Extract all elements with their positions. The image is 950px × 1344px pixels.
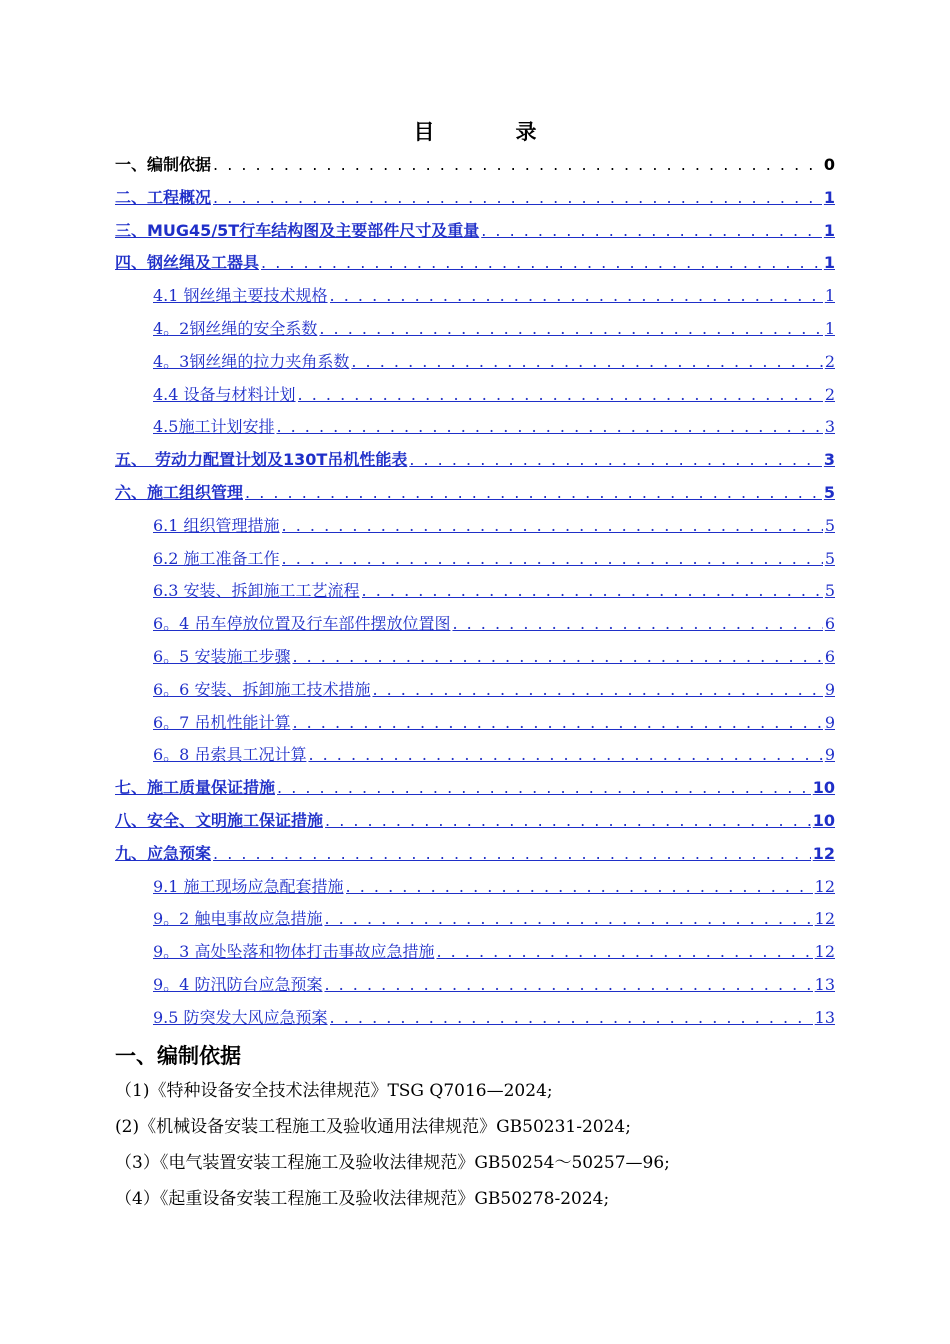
toc-entry-text: 6。6 安装、拆卸施工技术措施: [153, 679, 371, 699]
toc-entry[interactable]: [153, 711, 835, 735]
toc-page-number: 5: [824, 548, 835, 568]
toc-entry-text: 6。4 吊车停放位置及行车部件摆放位置图: [153, 614, 451, 634]
toc-entry-text: 4.1 钢丝绳主要技术规格: [153, 286, 328, 306]
toc-leader-dots: [324, 973, 812, 997]
toc-leader-dots: [319, 317, 822, 341]
toc-page-number: 12: [812, 843, 835, 863]
toc-entry[interactable]: [153, 579, 835, 603]
toc-leader-dots: [213, 153, 822, 177]
toc-entry[interactable]: [115, 448, 835, 472]
toc-page-number: 12: [814, 909, 835, 929]
toc-entry[interactable]: [115, 186, 835, 210]
toc-entry-text: 9。4 防汛防台应急预案: [153, 975, 323, 994]
toc-entry-text: 八、安全、文明施工保证措施: [115, 811, 324, 830]
toc-entry[interactable]: [153, 907, 835, 931]
toc-entry[interactable]: [115, 809, 835, 833]
toc-page-number: 3: [824, 417, 835, 437]
toc-leader-dots: [276, 415, 822, 439]
toc-leader-dots: [330, 284, 823, 308]
toc-page-number: 0: [823, 155, 835, 174]
reference-item-4: （4）《起重设备安装工程施工及验收法律规范》GB50278-2024;: [115, 1189, 610, 1209]
toc-page-number: 1: [823, 220, 835, 240]
toc-leader-dots: [308, 743, 822, 767]
section-heading: 一、编制依据: [115, 1044, 241, 1068]
toc-page-number: 1: [823, 253, 835, 273]
toc-entry-text: 三、MUG45/5T行车结构图及主要部件尺寸及重量: [115, 220, 480, 240]
toc-entry[interactable]: [153, 284, 835, 308]
toc-leader-dots: [346, 875, 813, 899]
toc-page-number: 2: [824, 384, 835, 404]
toc-entry[interactable]: [153, 514, 835, 538]
toc-entry-text: 4。2钢丝绳的安全系数: [153, 319, 318, 338]
toc-leader-dots: [282, 514, 823, 538]
toc-page-number: 13: [814, 1007, 835, 1027]
toc-entry[interactable]: [153, 940, 835, 964]
toc-leader-dots: [452, 612, 822, 636]
toc-entry-text: 4.4 设备与材料计划: [153, 384, 296, 404]
toc-entry[interactable]: [153, 678, 835, 702]
toc-page-number: 10: [812, 811, 835, 830]
toc-page-number: 6: [824, 647, 835, 666]
toc-leader-dots: [245, 481, 822, 505]
toc-leader-dots: [372, 678, 822, 702]
toc-entry-text: 6.1 组织管理措施: [153, 515, 280, 535]
toc-leader-dots: [324, 907, 812, 931]
toc-leader-dots: [436, 940, 812, 964]
toc-page-number: 5: [823, 483, 835, 502]
toc-leader-dots: [213, 842, 811, 866]
toc-leader-dots: [481, 219, 822, 243]
toc-entry-text: 二、工程概况: [115, 187, 212, 207]
toc-leader-dots: [298, 383, 823, 407]
toc-leader-dots: [261, 251, 822, 275]
toc-entry-text: 一、编制依据: [115, 155, 212, 174]
toc-entry[interactable]: [153, 645, 835, 669]
toc-entry-text: 4。3钢丝绳的拉力夹角系数: [153, 351, 350, 371]
toc-title: 目 录: [413, 120, 567, 144]
toc-entry[interactable]: [153, 1006, 835, 1030]
toc-entry[interactable]: [153, 973, 835, 997]
toc-leader-dots: [409, 448, 822, 472]
reference-item-2: (2)《机械设备安装工程施工及验收通用法律规范》GB50231-2024;: [115, 1117, 631, 1137]
toc-entry-text: 9.1 施工现场应急配套措施: [153, 876, 344, 896]
toc-entry[interactable]: [153, 743, 835, 767]
toc-leader-dots: [325, 809, 811, 833]
reference-item-1: （1)《特种设备安全技术法律规范》TSG Q7016—2024;: [115, 1081, 553, 1101]
toc-entry-text: 6.3 安装、拆卸施工工艺流程: [153, 581, 360, 601]
toc-entry-text: 6。8 吊索具工况计算: [153, 745, 307, 765]
toc-page-number: 1: [823, 187, 835, 207]
toc-entry-text: 4.5施工计划安排: [153, 417, 275, 437]
toc-entry-text: 9.5 防突发大风应急预案: [153, 1007, 328, 1027]
toc-page-number: 5: [824, 581, 835, 601]
toc-page-number: 9: [824, 745, 835, 765]
toc-entry[interactable]: [153, 612, 835, 636]
toc-leader-dots: [292, 645, 822, 669]
toc-entry[interactable]: [153, 547, 835, 571]
toc-entry-text: 9。2 触电事故应急措施: [153, 909, 323, 929]
toc-page-number: 12: [814, 876, 835, 896]
toc-entry-text: 六、施工组织管理: [115, 483, 244, 502]
toc-entry-text: 6.2 施工准备工作: [153, 548, 280, 568]
toc-leader-dots: [362, 579, 823, 603]
toc-page-number: 5: [824, 515, 835, 535]
toc-leader-dots: [351, 350, 822, 374]
toc-leader-dots: [330, 1006, 813, 1030]
toc-entry-text: 6。7 吊机性能计算: [153, 712, 291, 732]
toc-entry[interactable]: [115, 776, 835, 800]
toc-entry-text: 七、施工质量保证措施: [115, 778, 276, 798]
toc-page-number: 13: [814, 975, 835, 994]
toc-page-number: 9: [824, 679, 835, 699]
toc-entry[interactable]: [115, 251, 835, 275]
toc-page-number: 3: [823, 450, 835, 470]
toc-entry[interactable]: [153, 317, 835, 341]
toc-entry[interactable]: [153, 415, 835, 439]
toc-entry-text: 四、钢丝绳及工器具: [115, 253, 260, 273]
toc-page-number: 10: [812, 778, 835, 798]
toc-entry-text: 五、 劳动力配置计划及130T吊机性能表: [115, 450, 408, 470]
toc-page-number: 1: [824, 319, 835, 338]
toc-entry[interactable]: [115, 219, 835, 243]
toc-entry-text: 九、应急预案: [115, 843, 212, 863]
toc-leader-dots: [292, 711, 822, 735]
toc-entry[interactable]: [153, 383, 835, 407]
toc-leader-dots: [282, 547, 823, 571]
toc-entry: [115, 153, 835, 177]
toc-leader-dots: [213, 186, 822, 210]
toc-page-number: 1: [824, 286, 835, 306]
toc-page-number: 9: [824, 712, 835, 732]
toc-entry[interactable]: [115, 842, 835, 866]
toc-page-number: 6: [824, 614, 835, 634]
reference-item-3: （3）《电气装置安装工程施工及验收法律规范》GB50254～50257—96;: [115, 1153, 670, 1173]
toc-entry[interactable]: [115, 481, 835, 505]
toc-leader-dots: [277, 776, 811, 800]
toc-page-number: 2: [824, 351, 835, 371]
toc-entry[interactable]: [153, 350, 835, 374]
toc-entry-text: 6。5 安装施工步骤: [153, 647, 291, 666]
toc-entry-text: 9。3 高处坠落和物体打击事故应急措施: [153, 942, 435, 962]
toc-entry[interactable]: [153, 875, 835, 899]
toc-page-number: 12: [814, 942, 835, 962]
